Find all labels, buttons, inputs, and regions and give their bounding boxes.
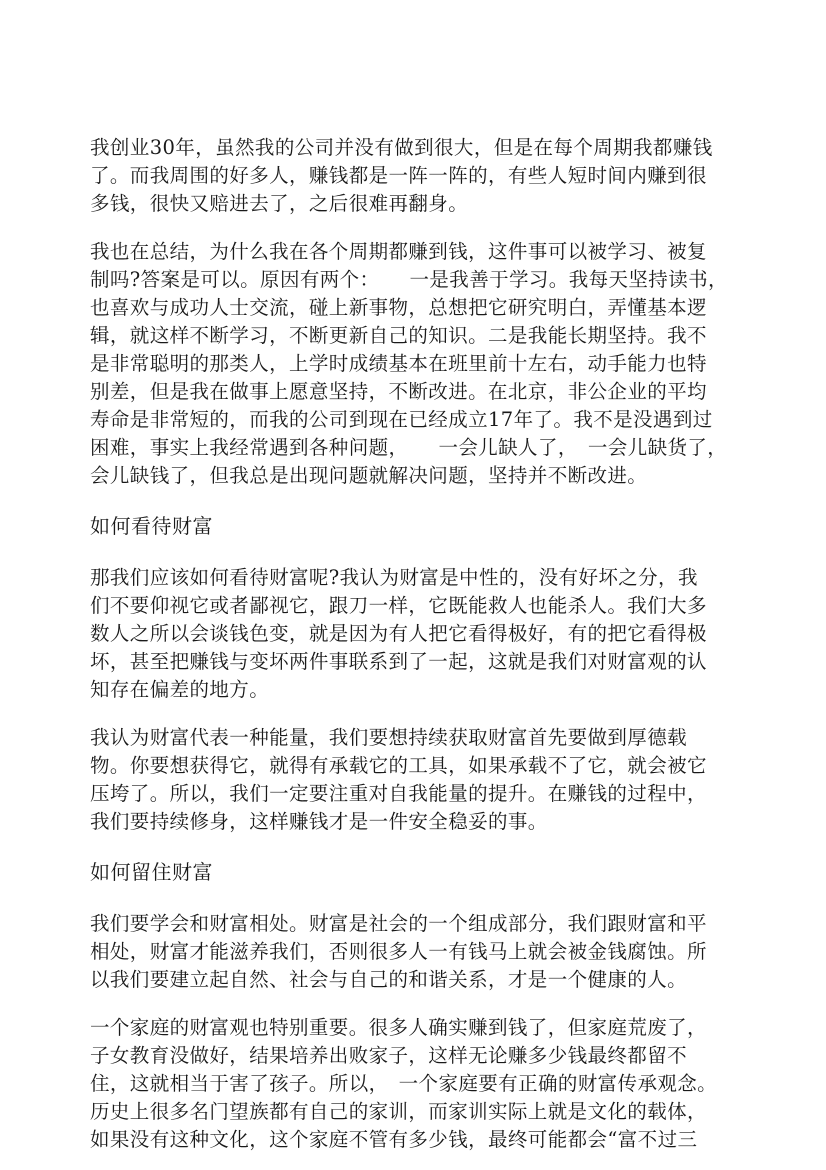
paragraph bbox=[90, 910, 740, 994]
text-line: 住，这就相当于害了孩子。所以， 一个家庭要有正确的财富传承观念。 bbox=[90, 1072, 718, 1095]
text-line: 数人之所以会谈钱色变，就是因为有人把它看得极好，有的把它看得极 bbox=[90, 622, 707, 645]
text-line: 别差，但是我在做事上愿意坚持，不断改进。在北京，非公企业的平均 bbox=[90, 380, 707, 403]
paragraph bbox=[90, 134, 740, 218]
text-line: 那我们应该如何看待财富呢?我认为财富是中性的，没有好坏之分，我 bbox=[90, 566, 698, 589]
text-line: 会儿缺钱了，但我总是出现问题就解决问题，坚持并不断改进。 bbox=[90, 464, 648, 487]
text-line: 制吗?答案是可以。原因有两个： 一是我善于学习。我每天坚持读书， bbox=[90, 268, 728, 291]
text-line: 困难，事实上我经常遇到各种问题， 一会儿缺人了， 一会儿缺货了， bbox=[90, 436, 728, 459]
text-line: 多钱，很快又赔进去了，之后很难再翻身。 bbox=[90, 192, 469, 215]
text-line: 寿命是非常短的，而我的公司到现在已经成立17年了。我不是没遇到过 bbox=[90, 408, 713, 431]
document-body bbox=[90, 134, 740, 1154]
paragraph bbox=[90, 1014, 740, 1154]
text-line: 是非常聪明的那类人，上学时成绩基本在班里前十左右，动手能力也特 bbox=[90, 352, 707, 375]
text-line: 坏，甚至把赚钱与变坏两件事联系到了一起，这就是我们对财富观的认 bbox=[90, 650, 707, 673]
text-line: 以我们要建立起自然、社会与自己的和谐关系，才是一个健康的人。 bbox=[90, 968, 688, 991]
text-line: 知存在偏差的地方。 bbox=[90, 678, 270, 701]
text-line: 如果没有这种文化，这个家庭不管有多少钱，最终可能都会“富不过三 bbox=[90, 1128, 698, 1151]
section-heading: 如何看待财富 bbox=[90, 514, 213, 538]
section-view-wealth bbox=[90, 490, 740, 836]
paragraph bbox=[90, 724, 740, 836]
text-line: 我们要学会和财富相处。财富是社会的一个组成部分，我们跟财富和平 bbox=[90, 912, 707, 935]
section-keep-wealth bbox=[90, 836, 740, 1154]
text-line: 子女教育没做好，结果培养出败家子，这样无论赚多少钱最终都留不 bbox=[90, 1044, 688, 1067]
text-line: 我认为财富代表一种能量，我们要想持续获取财富首先要做到厚德载 bbox=[90, 726, 688, 749]
text-line: 历史上很多名门望族都有自己的家训，而家训实际上就是文化的载体， bbox=[90, 1100, 707, 1123]
section-heading: 如何留住财富 bbox=[90, 860, 213, 884]
text-line: 我也在总结，为什么我在各个周期都赚到钱，这件事可以被学习、被复 bbox=[90, 240, 707, 263]
text-line: 辑，就这样不断学习，不断更新自己的知识。二是我能长期坚持。我不 bbox=[90, 324, 707, 347]
text-line: 们不要仰视它或者鄙视它，跟刀一样，它既能救人也能杀人。我们大多 bbox=[90, 594, 707, 617]
text-line: 相处，财富才能滋养我们，否则很多人一有钱马上就会被金钱腐蚀。所 bbox=[90, 940, 707, 963]
text-line: 物。你要想获得它，就得有承载它的工具，如果承载不了它，就会被它 bbox=[90, 754, 707, 777]
text-line: 了。而我周围的好多人，赚钱都是一阵一阵的，有些人短时间内赚到很 bbox=[90, 164, 707, 187]
text-line: 我创业30年，虽然我的公司并没有做到很大，但是在每个周期我都赚钱 bbox=[90, 136, 713, 159]
section-intro bbox=[90, 134, 740, 490]
paragraph bbox=[90, 564, 740, 704]
paragraph bbox=[90, 238, 740, 490]
text-line: 一个家庭的财富观也特别重要。很多人确实赚到钱了，但家庭荒废了， bbox=[90, 1016, 707, 1039]
text-line: 压垮了。所以，我们一定要注重对自我能量的提升。在赚钱的过程中， bbox=[90, 782, 707, 805]
text-line: 也喜欢与成功人士交流，碰上新事物，总想把它研究明白，弄懂基本逻 bbox=[90, 296, 707, 319]
text-line: 我们要持续修身，这样赚钱才是一件安全稳妥的事。 bbox=[90, 810, 548, 833]
